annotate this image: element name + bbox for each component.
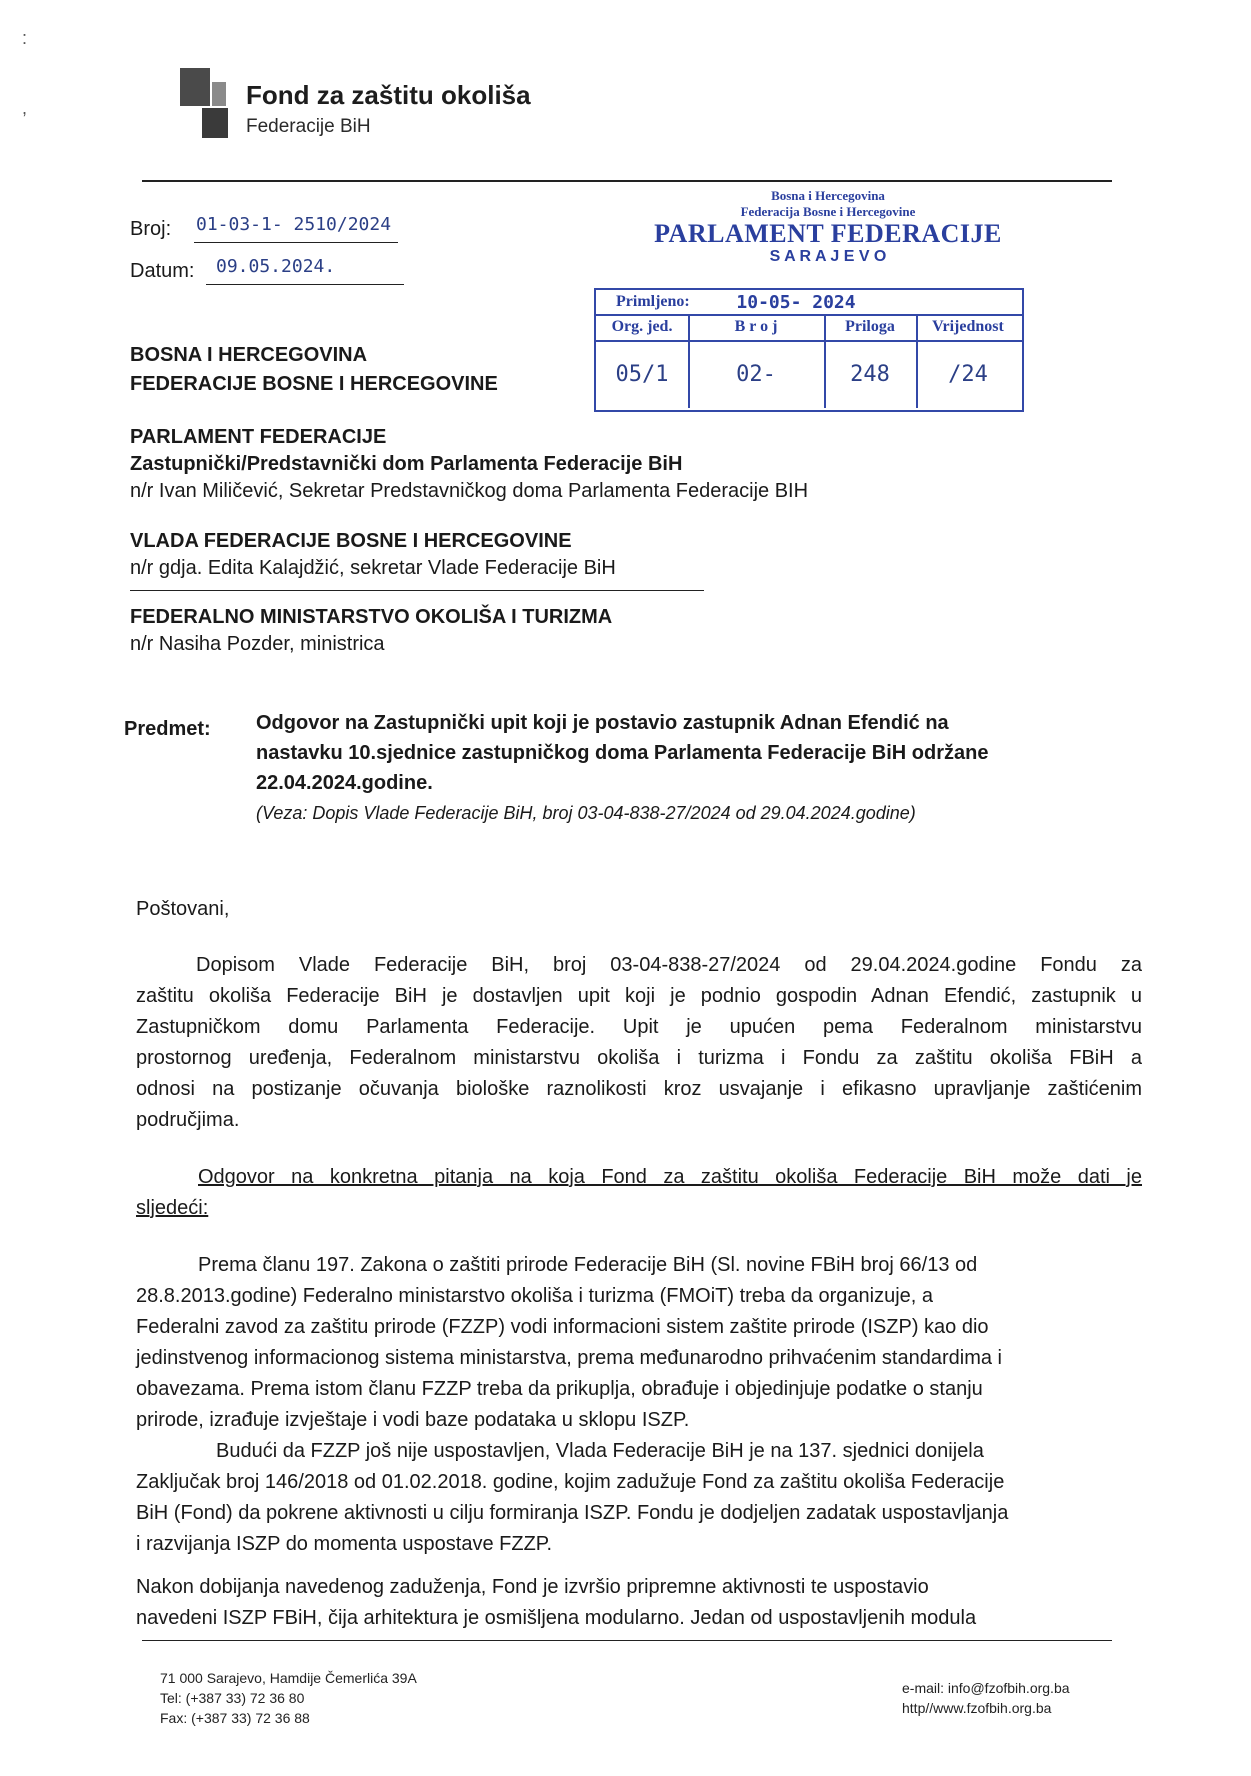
footer-web: http//www.fzofbih.org.ba xyxy=(902,1700,1052,1716)
para-line: 28.8.2013.godine) Federalno ministarstvo okoliša i turizma (FMOiT) treba da organizuje, a xyxy=(136,1285,934,1307)
stamp-primljeno-label: Primljeno: xyxy=(616,293,690,310)
datum-value: 09.05.2024. xyxy=(216,256,336,277)
para-line: Prema članu 197. Zakona o zaštiti prirode Federacije BiH (Sl. novine FBiH broj 66/13 od xyxy=(198,1254,978,1276)
recipient-line: PARLAMENT FEDERACIJE xyxy=(130,426,387,448)
subject-line: nastavku 10.sjednice zastupničkog doma Parlamenta Federacije BiH održane xyxy=(256,742,989,764)
parliament-stamp-header xyxy=(628,188,1028,266)
subject-line: 22.04.2024.godine. xyxy=(256,772,433,794)
broj-underline xyxy=(194,242,398,243)
margin-mark: , xyxy=(22,98,28,118)
recipient-line: n/r Ivan Miličević, Sekretar Predstavničkog doma Parlamenta Federacije BIH xyxy=(130,480,809,502)
org-name: Fond za zaštitu okoliša xyxy=(246,80,531,110)
stamp-org-jed-value: 05/1 xyxy=(596,340,690,408)
para-line: Zastupničkom domu Parlamenta Federacije. Upit je upućen pema Federalnom ministarstvu xyxy=(136,1016,1142,1038)
para-line: Federalni zavod za zaštitu prirode (FZZP) vodi informacioni sistem zaštite prirode (ISZP) kao dio xyxy=(136,1316,989,1338)
recipient-line: Zastupnički/Predstavnički dom Parlamenta Federacije BiH xyxy=(130,453,683,475)
datum-label: Datum: xyxy=(130,260,195,282)
stamp-primljeno-value: 10-05- 2024 xyxy=(736,291,856,313)
recipient-vlada xyxy=(130,528,616,582)
stamp-org-jed-label: Org. jed. xyxy=(596,314,690,340)
footer-contact-left xyxy=(160,1668,417,1728)
footer-contact-right xyxy=(902,1678,1070,1718)
recipient-ministarstvo xyxy=(130,604,612,658)
footer-divider xyxy=(142,1640,1112,1641)
recipient-line: n/r Nasiha Pozder, ministrica xyxy=(130,633,385,655)
stamp-vrijednost-label: Vrijednost xyxy=(932,318,1004,335)
recipient-line: n/r gdja. Edita Kalajdžić, sekretar Vlade Federacije BiH xyxy=(130,557,616,579)
paragraph-3 xyxy=(136,1250,1142,1436)
stamp-priloga-label: Priloga xyxy=(824,314,918,340)
margin-mark: : xyxy=(22,28,28,48)
footer-address: 71 000 Sarajevo, Hamdije Čemerlića 39A xyxy=(160,1670,417,1686)
para-line: navedeni ISZP FBiH, čija arhitektura je osmišljena modularno. Jedan od uspostavljenih modula xyxy=(136,1607,977,1629)
recipient-line: FEDERALNO MINISTARSTVO OKOLIŠA I TURIZMA xyxy=(130,606,613,628)
paragraph-2 xyxy=(136,1162,1142,1224)
footer-tel: Tel: (+387 33) 72 36 80 xyxy=(160,1690,305,1706)
greeting: Poštovani, xyxy=(136,898,230,920)
paragraph-1 xyxy=(136,950,1142,1136)
para-line: zaštitu okoliša Federacije BiH je dostavljen upit koji je podnio gospodin Adnan Efendić, zastupnik u xyxy=(136,985,1142,1007)
para-line: Budući da FZZP još nije uspostavljen, Vlada Federacije BiH je na 137. sjednici donijela xyxy=(216,1440,984,1462)
para-line: Zaključak broj 146/2018 od 01.02.2018. godine, kojim zadužuje Fond za zaštitu okoliša Federacije xyxy=(136,1471,1005,1493)
stamp-vrijednost-value: /24 xyxy=(948,361,988,387)
recipient-line: FEDERACIJE BOSNE I HERCEGOVINE xyxy=(130,373,498,395)
para-line: Dopisom Vlade Federacije BiH, broj 03-04-838-27/2024 od 29.04.2024.godine Fondu za xyxy=(196,954,1142,976)
para-line: prostornog uređenja, Federalnom ministarstvu okoliša i turizma i Fondu za zaštitu okoliša FBiH a xyxy=(136,1047,1142,1069)
para-line: sljedeći: xyxy=(136,1197,209,1219)
stamp-line1: Bosna i Hercegovina xyxy=(771,188,885,203)
para-line: obavezama. Prema istom članu FZZP treba da prikuplja, obrađuje i objedinjuje podatke o stanju xyxy=(136,1378,983,1400)
para-line: BiH (Fond) da pokrene aktivnosti u cilju formiranja ISZP. Fondu je dodjeljen zadatak uspostavljanja xyxy=(136,1502,1009,1524)
footer-email: e-mail: info@fzofbih.org.ba xyxy=(902,1680,1070,1696)
para-line: jedinstvenog informacionog sistema ministarstva, prema međunarodno prihvaćenim standardima i xyxy=(136,1347,1002,1369)
para-line: prirode, izrađuje izvještaje i vodi baze podataka u sklopu ISZP. xyxy=(136,1409,690,1431)
para-line: Odgovor na konkretna pitanja na koja Fond za zaštitu okoliša Federacije BiH može dati je xyxy=(198,1166,1142,1188)
footer-fax: Fax: (+387 33) 72 36 88 xyxy=(160,1710,310,1726)
stamp-broj-label: B r o j xyxy=(688,314,826,340)
subject-line: Odgovor na Zastupnički upit koji je postavio zastupnik Adnan Efendić na xyxy=(256,712,949,734)
logo-icon xyxy=(180,68,232,144)
paragraph-5 xyxy=(136,1572,1142,1634)
paragraph-4 xyxy=(136,1436,1142,1560)
para-line: područjima. xyxy=(136,1109,240,1131)
recipient-line: VLADA FEDERACIJE BOSNE I HERCEGOVINE xyxy=(130,530,572,552)
stamp-line4: S A R A J E V O xyxy=(769,248,887,265)
subject-label-text: Predmet: xyxy=(124,718,211,740)
stamp-broj-value: 02- xyxy=(688,340,826,408)
broj-value: 01-03-1- 2510/2024 xyxy=(196,214,392,235)
recipient-parlament xyxy=(130,424,808,505)
para-line: Nakon dobijanja navedenog zaduženja, Fond je izvršio pripremne aktivnosti te uspostavio xyxy=(136,1576,929,1598)
parliament-stamp-box xyxy=(594,288,1024,412)
datum-underline xyxy=(206,284,404,285)
recipient-line: BOSNA I HERCEGOVINA xyxy=(130,344,368,366)
subject-text xyxy=(256,708,988,828)
para-line: odnosi na postizanje očuvanja biološke raznolikosti kroz usvajanje i efikasno upravljanje zaštićenim xyxy=(136,1078,1142,1100)
stamp-line3: PARLAMENT FEDERACIJE xyxy=(654,219,1002,248)
org-subtitle: Federacije BiH xyxy=(246,116,371,137)
recipient-bih xyxy=(130,342,498,398)
stamp-line2: Federacija Bosne i Hercegovine xyxy=(740,204,916,219)
para-line: i razvijanja ISZP do momenta uspostave FZZP. xyxy=(136,1533,553,1555)
broj-label: Broj: xyxy=(130,218,172,240)
subject-veza: (Veza: Dopis Vlade Federacije BiH, broj 03-04-838-27/2024 od 29.04.2024.godine) xyxy=(256,803,916,823)
recipient-divider xyxy=(130,590,704,591)
header-divider xyxy=(142,180,1112,182)
stamp-priloga-value: 248 xyxy=(824,340,918,408)
subject-label xyxy=(124,716,211,743)
